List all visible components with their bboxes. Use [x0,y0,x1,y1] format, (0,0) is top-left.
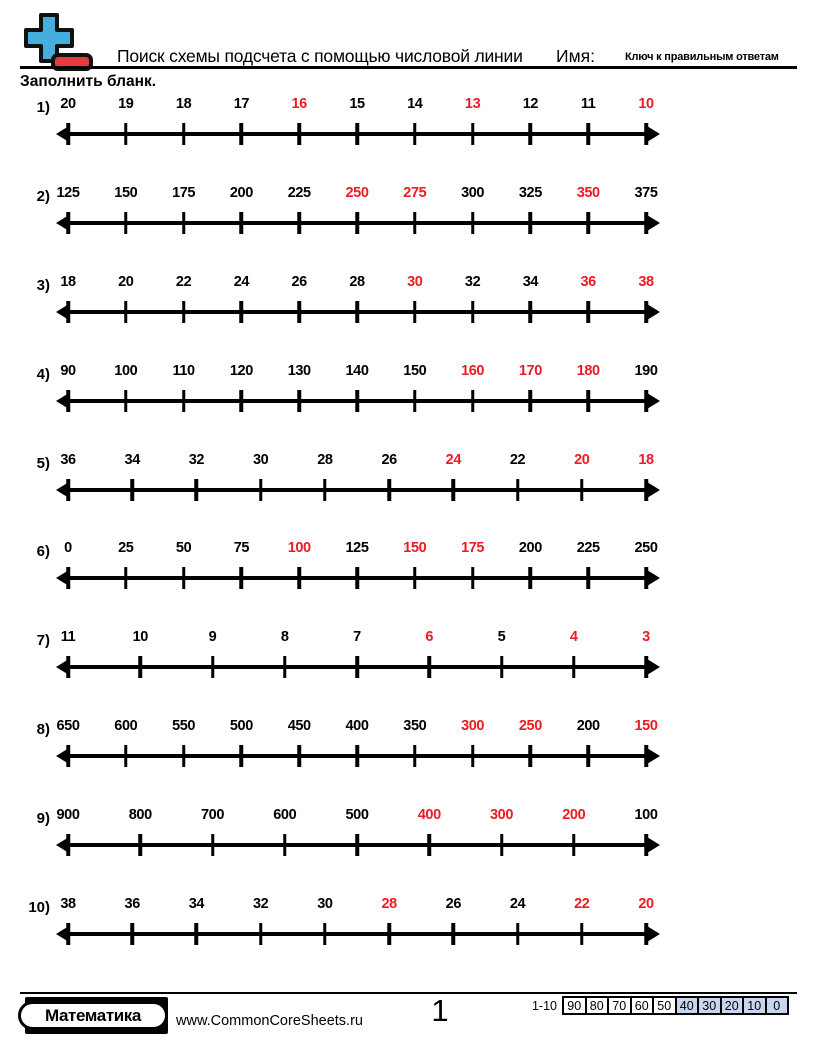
number-labels-row [60,451,654,472]
tick-mark [644,390,648,412]
tick-mark [572,834,576,856]
problem-row [0,183,816,272]
number-line [58,894,658,982]
tick-mark [644,923,648,945]
number-line [58,450,658,538]
tick-marks-row [68,301,646,323]
number-label: 26 [445,896,461,913]
tick-mark [413,390,417,412]
number-label: 36 [60,451,76,468]
tick-mark [66,212,70,234]
number-label: 175 [172,184,196,201]
tick-mark [66,123,70,145]
tick-mark [130,479,134,501]
problem-row [0,805,816,894]
tick-mark [297,390,301,412]
number-label: 32 [252,896,269,913]
worksheet-title: Поиск схемы подсчета с помощью числовой линии [117,46,523,66]
right-arrow-icon [647,393,660,409]
right-arrow-icon [647,126,660,142]
number-labels-row [60,362,658,383]
problem-number: 3) [36,276,50,294]
number-label: 19 [118,96,134,112]
score-cell: 90 [562,996,587,1015]
tick-mark [471,567,475,589]
tick-mark [586,567,590,589]
number-label: 400 [345,718,369,735]
tick-mark [124,745,128,767]
tick-mark [355,567,359,589]
tick-mark [283,656,287,678]
tick-mark [413,301,417,323]
number-label: 18 [60,273,76,290]
answer-number: 38 [638,273,654,290]
number-label: 300 [461,184,485,201]
number-label: 50 [175,540,192,557]
tick-mark [586,390,590,412]
tick-mark [529,123,533,145]
number-label: 24 [233,273,250,290]
answer-number: 24 [445,451,461,468]
tick-mark [413,745,417,767]
number-label: 34 [124,451,140,468]
header-divider [20,66,797,69]
number-label: 9 [208,629,217,646]
tick-mark [580,479,584,501]
answer-number: 150 [403,540,427,557]
number-label: 8 [280,629,289,646]
number-label: 25 [118,540,134,557]
problem-row [0,450,816,539]
number-label: 325 [518,184,542,201]
tick-mark [240,123,244,145]
tick-mark [66,923,70,945]
number-label: 28 [317,451,333,468]
tick-mark [355,834,359,856]
tick-mark [471,390,475,412]
problem-number: 5) [36,454,50,472]
number-label: 10 [132,629,148,646]
problem-number: 8) [36,721,50,739]
answer-number: 175 [461,540,485,557]
number-label: 140 [345,362,369,379]
tick-mark [580,923,584,945]
number-labels-row [60,629,650,649]
number-label: 125 [56,184,80,201]
number-line [58,94,658,182]
number-line [58,716,658,804]
answer-number: 350 [576,184,600,201]
tick-mark [182,123,186,145]
problem-number: 7) [36,632,50,650]
tick-mark [195,479,199,501]
problem-number: 10) [28,899,50,917]
tick-mark [355,301,359,323]
right-arrow-icon [647,659,660,675]
answer-number: 20 [638,896,654,913]
number-label: 650 [56,718,80,735]
tick-mark [297,212,301,234]
answer-number: 180 [576,362,600,379]
tick-mark [471,301,475,323]
tick-mark [124,301,128,323]
number-labels-row [56,184,658,205]
answer-number: 200 [562,807,586,824]
number-label: 800 [128,807,152,824]
tick-mark [529,745,533,767]
answer-number: 28 [381,896,397,913]
tick-mark [139,656,143,678]
tick-mark [413,567,417,589]
number-label: 7 [353,629,361,646]
score-cell: 0 [765,996,790,1015]
answer-number: 100 [287,540,311,557]
problem-number: 2) [36,187,50,205]
answer-number: 13 [464,96,481,112]
number-label: 22 [509,451,526,468]
number-label: 600 [114,718,138,735]
tick-mark [452,479,456,501]
problem-row [0,716,816,805]
website-url: www.CommonCoreSheets.ru [176,1013,363,1029]
answer-number: 170 [518,362,542,379]
number-labels-row [56,807,658,827]
number-label: 36 [124,896,140,913]
problem-row [0,627,816,716]
number-label: 32 [464,273,481,290]
tick-marks-row [68,834,646,856]
number-label: 18 [175,96,192,112]
tick-mark [182,567,186,589]
tick-mark [644,656,648,678]
tick-mark [124,212,128,234]
instruction-text: Заполнить бланк. [20,73,157,90]
tick-mark [211,656,215,678]
answer-number: 18 [638,451,654,468]
right-arrow-icon [647,215,660,231]
tick-mark [644,745,648,767]
answer-number: 275 [403,184,427,201]
score-cell: 60 [630,996,655,1015]
number-label: 14 [407,96,423,112]
tick-mark [124,567,128,589]
answer-number: 150 [634,718,658,735]
answer-number: 250 [518,718,542,735]
tick-mark [644,834,648,856]
answer-number: 400 [417,807,441,824]
number-label: 75 [233,540,250,557]
tick-mark [500,656,504,678]
number-label: 450 [287,718,311,735]
number-label: 190 [634,362,658,379]
right-arrow-icon [647,926,660,942]
tick-mark [529,567,533,589]
tick-mark [355,745,359,767]
tick-mark [586,745,590,767]
tick-marks-row [68,390,646,412]
plus-minus-logo-icon [13,12,93,74]
tick-mark [323,479,327,501]
tick-mark [240,745,244,767]
number-label: 100 [114,362,138,379]
number-label: 24 [509,896,526,913]
tick-mark [66,834,70,856]
tick-mark [240,567,244,589]
tick-mark [644,479,648,501]
number-label: 90 [60,362,76,379]
tick-marks-row [68,479,646,501]
number-label: 30 [317,896,333,913]
answer-key-label: Ключ к правильным ответам [625,51,779,63]
tick-mark [182,745,186,767]
number-label: 20 [60,96,76,112]
tick-mark [259,479,263,501]
problem-number: 6) [36,543,50,561]
answer-number: 16 [291,96,307,112]
number-label: 375 [634,184,658,201]
number-label: 125 [345,540,369,557]
number-line [58,361,658,449]
number-label: 0 [64,540,72,557]
problem-row [0,361,816,450]
tick-mark [66,301,70,323]
problem-number: 9) [36,810,50,828]
tick-mark [586,212,590,234]
tick-mark [428,656,432,678]
tick-mark [182,212,186,234]
number-labels-row [64,540,658,560]
tick-mark [516,923,520,945]
score-cell: 80 [585,996,610,1015]
tick-mark [413,123,417,145]
tick-mark [297,301,301,323]
tick-marks-row [68,567,646,589]
number-line [58,272,658,360]
number-label: 200 [518,540,542,557]
tick-mark [240,212,244,234]
tick-mark [644,301,648,323]
right-arrow-icon [647,837,660,853]
number-label: 26 [291,273,307,290]
tick-mark [130,923,134,945]
problem-number: 1) [36,99,50,116]
number-label: 200 [576,718,600,735]
problem-row [0,94,816,183]
problem-row [0,538,816,627]
tick-mark [139,834,143,856]
number-label: 26 [381,451,397,468]
tick-marks-row [68,923,646,945]
tick-marks-row [68,745,646,767]
number-label: 22 [175,273,192,290]
tick-marks-row [68,656,646,678]
tick-mark [66,567,70,589]
number-label: 32 [188,451,205,468]
tick-mark [471,745,475,767]
number-label: 500 [345,807,369,824]
tick-mark [124,390,128,412]
number-label: 30 [252,451,269,468]
problems-container [0,94,816,983]
answer-number: 160 [461,362,485,379]
tick-mark [355,390,359,412]
score-range-label: 1-10 [531,999,557,1013]
number-label: 250 [634,540,658,557]
tick-mark [195,923,199,945]
number-label: 900 [56,807,80,824]
number-label: 120 [229,362,253,379]
tick-mark [586,301,590,323]
tick-mark [66,656,70,678]
number-label: 12 [522,96,539,112]
answer-number: 300 [461,718,485,735]
answer-number: 22 [574,896,590,913]
tick-mark [66,745,70,767]
score-cell: 70 [607,996,632,1015]
tick-mark [124,123,128,145]
tick-mark [240,301,244,323]
tick-mark [355,656,359,678]
answer-number: 250 [345,184,369,201]
tick-mark [355,123,359,145]
number-label: 130 [287,362,311,379]
number-line [58,627,658,715]
tick-mark [387,923,391,945]
number-label: 17 [233,96,250,112]
tick-mark [211,834,215,856]
number-label: 28 [349,273,365,290]
number-label: 600 [273,807,297,824]
score-cell: 40 [675,996,700,1015]
tick-mark [586,123,590,145]
number-label: 700 [201,807,224,824]
answer-number: 3 [642,629,650,646]
number-label: 200 [229,184,253,201]
number-label: 34 [522,273,539,290]
brand-badge [25,997,168,1034]
number-label: 11 [60,629,76,646]
tick-mark [516,479,520,501]
answer-number: 30 [407,273,423,290]
tick-mark [413,212,417,234]
tick-mark [471,123,475,145]
tick-mark [297,123,301,145]
number-labels-row [56,718,658,738]
tick-mark [387,479,391,501]
problem-row [0,894,816,983]
number-label: 11 [580,96,596,112]
right-arrow-icon [647,304,660,320]
tick-mark [323,923,327,945]
tick-mark [66,390,70,412]
number-labels-row [60,273,654,294]
brand-name: Математика [18,1001,168,1030]
number-line [58,538,658,626]
number-label: 500 [229,718,253,735]
number-label: 20 [118,273,134,290]
answer-number: 10 [638,96,654,112]
tick-mark [355,212,359,234]
score-cell: 20 [720,996,745,1015]
tick-mark [283,834,287,856]
tick-mark [644,567,648,589]
tick-mark [529,301,533,323]
number-label: 100 [634,807,658,824]
number-label: 150 [403,362,427,379]
page-number: 1 [431,993,449,1028]
number-label: 150 [114,184,138,201]
tick-mark [572,656,576,678]
tick-mark [66,479,70,501]
score-cell: 50 [652,996,677,1015]
tick-mark [500,834,504,856]
footer-divider [20,992,797,994]
answer-number: 300 [490,807,513,824]
number-label: 15 [349,96,365,112]
number-label: 5 [497,629,506,646]
number-label: 550 [172,718,196,735]
number-labels-row [60,896,654,916]
tick-mark [529,390,533,412]
number-label: 38 [60,896,76,913]
name-label: Имя: [556,46,595,66]
tick-mark [471,212,475,234]
tick-mark [297,567,301,589]
number-label: 225 [576,540,600,557]
number-line [58,183,658,271]
tick-mark [297,745,301,767]
problem-row [0,272,816,361]
tick-mark [182,301,186,323]
tick-mark [644,123,648,145]
number-labels-row [60,96,654,116]
score-cell: 10 [742,996,767,1015]
number-label: 225 [287,184,311,201]
number-label: 34 [188,896,205,913]
number-label: 110 [172,362,195,379]
tick-mark [644,212,648,234]
tick-mark [182,390,186,412]
number-label: 350 [403,718,427,735]
answer-number: 4 [569,629,578,646]
right-arrow-icon [647,748,660,764]
answer-number: 20 [574,451,590,468]
tick-marks-row [68,212,646,234]
right-arrow-icon [647,482,660,498]
tick-mark [529,212,533,234]
tick-mark [428,834,432,856]
tick-marks-row [68,123,646,145]
tick-mark [452,923,456,945]
tick-mark [259,923,263,945]
problem-number: 4) [36,365,50,383]
tick-mark [240,390,244,412]
score-table [564,996,789,1015]
score-cell: 30 [697,996,722,1015]
right-arrow-icon [647,570,660,586]
number-line [58,805,658,893]
answer-number: 36 [580,273,596,290]
answer-number: 6 [425,629,434,646]
